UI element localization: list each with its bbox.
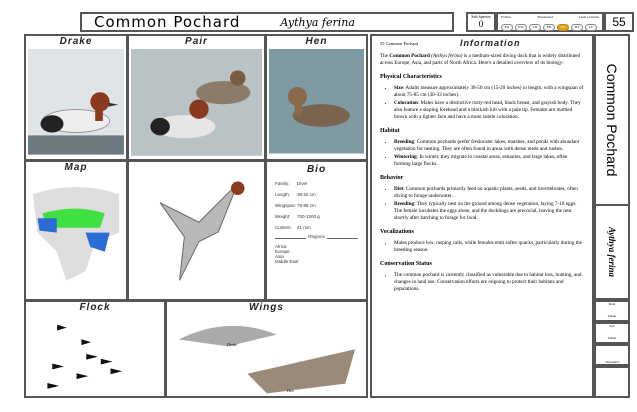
region-item: Middle East — [275, 259, 299, 264]
bio-row — [275, 181, 358, 186]
vertical-scientific-name: Aythya ferina — [607, 226, 617, 278]
taken-label: Taken — [607, 314, 617, 318]
region-item: Africa — [275, 244, 287, 249]
section-heading: Vocalizations — [380, 229, 414, 235]
wings-heading: Wings — [249, 302, 284, 313]
info-caption: 55 Common Pochard — [380, 41, 419, 46]
date-label: Date — [608, 302, 616, 306]
flight-photo — [131, 164, 262, 295]
conservation-status — [496, 12, 604, 32]
drake-heading: Drake — [59, 36, 93, 47]
region-item: Asia — [275, 254, 284, 259]
wounded-label: Wounded — [605, 360, 619, 364]
drake-photo — [28, 49, 124, 155]
status-badge-cr: CR — [529, 24, 541, 31]
status-badge-en: EN — [543, 24, 555, 31]
map-heading: Map — [64, 162, 88, 173]
wounded-box[interactable] — [594, 344, 630, 366]
status-badge-ex: EX — [501, 24, 513, 31]
sub-species-count: 0 — [478, 19, 484, 29]
sub-species-label: Sub Species — [471, 14, 491, 19]
section-heading: Behavior — [380, 175, 404, 181]
pair-heading: Pair — [185, 36, 208, 47]
extinct-label: Extinct — [501, 15, 512, 19]
page-number: 55 — [604, 12, 634, 32]
section-item: • Breeding: They typically nest on the ground among dense vegetation, laying 7-10 eggs. The female incubates the eggs alone, and the ducklings are precocial, leaving the nest shortly after hatching to forage for food. — [394, 201, 584, 222]
wing-drake-label: Drake — [227, 342, 237, 347]
info-heading: Information — [460, 38, 521, 48]
title-bar — [80, 12, 454, 32]
hen-panel — [265, 34, 368, 161]
bio-key: Culmen: — [275, 225, 292, 230]
section-heading: Habitat — [380, 128, 400, 134]
status-badge-lc: LC — [585, 24, 597, 31]
bio-heading: Bio — [306, 164, 327, 175]
section-heading: Conservation Status — [380, 261, 432, 267]
hen-photo — [269, 49, 364, 154]
bio-row — [275, 192, 358, 197]
status-badge-ew: EW — [515, 24, 527, 31]
bio-row — [275, 203, 358, 208]
bio-value: 38-50 cm — [297, 192, 316, 197]
section-heading: Physical Characteristics — [380, 74, 442, 80]
bio-row — [275, 225, 358, 230]
information-panel — [370, 34, 594, 398]
pair-panel — [127, 34, 266, 161]
flock-silhouette — [28, 315, 162, 395]
date-taken-box[interactable] — [594, 300, 630, 322]
common-name: Common Pochard — [94, 13, 241, 31]
bio-value: 75-85 cm — [297, 203, 316, 208]
taken-label-2: Taken — [607, 336, 617, 340]
section-item: • The common pochard is currently classified as vulnerable due to habitat loss, hunting, and changes in land use. Conservation efforts are ongoing to protect their habitats and populations. — [394, 272, 584, 293]
pair-photo — [131, 49, 262, 156]
bio-value: 41 mm — [297, 225, 311, 230]
least-concern-label: Least Concern — [578, 15, 599, 19]
wings-photo — [169, 315, 364, 395]
vertical-common-name: Common Pochard — [604, 63, 620, 177]
status-badge-nt: NT — [571, 24, 583, 31]
flock-panel — [24, 300, 166, 398]
hen-heading: Hen — [305, 36, 328, 47]
range-map — [28, 175, 124, 290]
scientific-name: Aythya ferina — [280, 15, 355, 29]
section-item: • Diet: Common pochards primarily feed on aquatic plants, seeds, and invertebrates, often diving to forage underwater. — [394, 186, 584, 200]
status-badge-vu: VU — [557, 24, 569, 31]
bio-row — [275, 214, 358, 219]
map-panel — [24, 160, 128, 301]
bio-key: Family: — [275, 181, 290, 186]
sex-taken-box[interactable] — [594, 322, 630, 344]
bio-value: 700-1500 g — [297, 214, 320, 219]
sub-species-box — [466, 12, 496, 32]
regions-label: Regions — [308, 234, 325, 239]
flock-heading: Flock — [79, 302, 111, 313]
vertical-name-panel — [594, 34, 630, 300]
bio-key: Wingspan: — [275, 203, 297, 208]
region-item: Europe — [275, 249, 290, 254]
flight-photo-panel — [127, 160, 266, 301]
bio-value: Diver — [297, 181, 308, 186]
bio-key: Weight: — [275, 214, 291, 219]
empty-box — [594, 366, 630, 398]
section-item: • Males produce low, rasping calls, while females emit softer quacks, particularly during the breeding season. — [394, 240, 584, 254]
bio-panel — [265, 160, 368, 301]
section-item: • Size: Adults measure approximately 38-50 cm (15-20 inches) in length, with a wingspan of about 75-85 cm (30-33 inches). — [394, 85, 584, 99]
section-item: • Wintering: In winter, they migrate to coastal areas, estuaries, and large lakes, often forming large flocks. — [394, 154, 584, 168]
threatened-label: Threatened — [537, 15, 553, 19]
wings-panel — [165, 300, 368, 398]
section-item: • Breeding: Common pochards prefer freshwater lakes, marshes, and ponds with abundant vegetation for nesting. They are often found in areas with dense reeds and rushes. — [394, 139, 584, 153]
info-intro: The Common Pochard (Aythya ferina) is a medium-sized diving duck that is widely distributed across Europe, Asia, and parts of North Africa. Here's a detailed overview of its biology: — [380, 53, 581, 66]
drake-panel — [24, 34, 128, 161]
bio-key: Length: — [275, 192, 291, 197]
wing-hen-label: Hen — [287, 388, 294, 393]
sex-label: Sex — [609, 324, 615, 328]
section-item: • Coloration: Males have a distinctive rusty-red head, black breast, and grayish body. They also feature a sloping forehead and a blackish bill with a pale tip. Females are mottled brown with a lighter face and have a more subtle coloration. — [394, 100, 584, 121]
